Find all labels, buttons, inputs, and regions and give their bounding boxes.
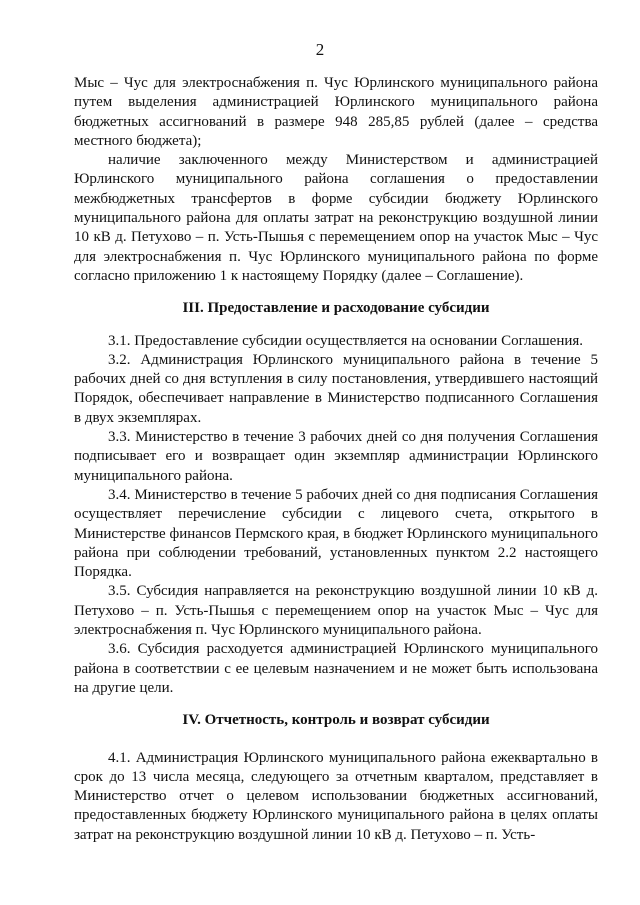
section-3-heading: III. Предоставление и расходование субсидии [182,300,490,317]
intro-paragraph-2: наличие заключенного между Министерством и администрацией Юрлинского муниципального района соглашения о предоставлении межбюджетных трансфертов в форме субсидии бюджету Юрлинского муниципального района для оплаты затрат на реконструкцию воздушной линии 10 кВ д. Петухово – п. Усть-Пышья с перемещением опор на участок Мыс – Чус для электроснабжения п. Чус Юрлинского муниципального района по форме согласно приложению 1 к настоящему Порядку (далее – Соглашение). [74,152,598,284]
paragraph-3-3: 3.3. Министерство в течение 3 рабочих дней со дня получения Соглашения подписывает его и возвращает один экземпляр администрации Юрлинского муниципального района. [74,429,598,484]
paragraph-3-6: 3.6. Субсидия расходуется администрацией Юрлинского муниципального района в соответствии с ее целевым назначением и не может быть использована на другие цели. [74,641,598,696]
document-body [74,74,598,845]
paragraph-4-1: 4.1. Администрация Юрлинского муниципального района ежеквартально в срок до 13 числа месяца, следующего за отчетным кварталом, представляет в Министерство отчет о целевом использовании бюджетных ассигнований, предоставленных бюджету Юрлинского муниципального района в целях оплаты затрат на реконструкцию воздушной линии 10 кВ д. Петухово – п. Усть- [74,749,598,843]
page-number: 2 [315,40,325,59]
paragraph-3-5: 3.5. Субсидия направляется на реконструкцию воздушной линии 10 кВ д. Петухово – п. Усть-Пышья с перемещением опор на участок Мыс – Чус для электроснабжения п. Чус Юрлинского муниципального района. [74,583,598,639]
section-3-body [74,332,598,699]
section-4-heading: IV. Отчетность, контроль и возврат субсидии [182,712,490,729]
intro-paragraph-1: Мыс – Чус для электроснабжения п. Чус Юрлинского муниципального района путем выделения администрацией Юрлинского муниципального района бюджетных ассигнований в размере 948 285,85 рублей (далее – средства местного бюджета); [74,75,598,149]
section-4-body [74,749,598,845]
paragraph-3-2: 3.2. Администрация Юрлинского муниципального района в течение 5 рабочих дней со дня вступления в силу постановления, утвердившего настоящий Порядок, обеспечивает направление в Министерство подписанного Соглашения в двух экземплярах. [74,351,598,426]
paragraph-3-1: 3.1. Предоставление субсидии осуществляется на основании Соглашения. [108,332,584,349]
paragraph-3-4: 3.4. Министерство в течение 5 рабочих дней со дня подписания Соглашения осуществляет перечисление субсидии с лицевого счета, открытого в Министерстве финансов Пермского края, в бюджет Юрлинского муниципального района при соблюдении требований, установленных пунктом 2.2 настоящего Порядка. [74,486,598,581]
